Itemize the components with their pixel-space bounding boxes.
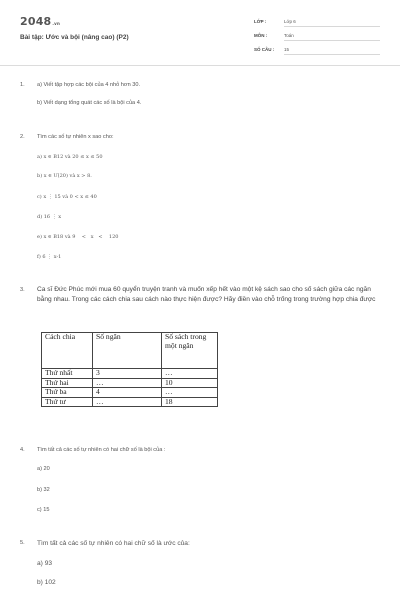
table-cell: Thứ tư [42, 397, 93, 407]
question-number: 5. [20, 540, 25, 546]
q2-part-a: a) x ∈ B12 và 20 ≤ x ≤ 50 [37, 154, 103, 160]
q2-part-c: c) x ⋮ 15 và 0 < x ≤ 40 [37, 194, 97, 200]
table-cell: … [93, 397, 162, 407]
table-cell: Thứ nhất [42, 369, 93, 379]
table-cell: 4 [93, 388, 162, 398]
table-cell: Thứ hai [42, 378, 93, 388]
q2-part-b: b) x ∈ Ư(20) và x > 8. [37, 173, 92, 179]
table-cell: 18 [162, 397, 218, 407]
q3-table [41, 332, 218, 407]
question-number: 4. [20, 447, 25, 453]
q3-text: Ca sĩ Đức Phúc mới mua 60 quyển truyện tranh và muốn xếp hết vào một kệ sách sao cho số sách giữa các ngăn bằng nhau. Trong các cách chia sau cách nào thực hiện được? Hãy điền vào chỗ trống trong trường hợp chia được [37, 286, 376, 303]
table-cell: … [162, 369, 218, 379]
table-header-cell: Số sách trong một ngăn [162, 333, 218, 369]
question-count-value: 15 [284, 47, 380, 55]
q2-part-d: d) 16 ⋮ x [37, 214, 62, 220]
question-number: 3. [20, 287, 25, 293]
question-count-label: SỐ CÂU : [254, 47, 275, 52]
table-header-cell: Số ngăn [93, 333, 162, 369]
question-number: 1. [20, 82, 25, 88]
header-divider [0, 65, 400, 66]
site-logo[interactable]: 2048.vn [20, 15, 60, 28]
class-value: Lớp 6 [284, 19, 380, 27]
table-cell: 10 [162, 378, 218, 388]
q5-part-b: b) 102 [37, 579, 56, 586]
q5-stem: Tìm tất cả các số tự nhiên có hai chữ số là ước của: [37, 540, 190, 547]
page-header [0, 0, 400, 70]
table-cell: … [162, 388, 218, 398]
subject-label: MÔN : [254, 33, 268, 38]
q1-part-b: b) Viết dạng tổng quát các số là bội của 4. [37, 100, 142, 106]
exercise-title: Bài tập: Ước và bội (nâng cao) (P2) [20, 34, 129, 41]
table-cell: 3 [93, 369, 162, 379]
q4-stem: Tìm tất cả các số tự nhiên có hai chữ số là bội của : [37, 447, 166, 453]
q1-part-a: a) Viết tập hợp các bội của 4 nhỏ hơn 30. [37, 82, 141, 88]
table-cell: … [93, 378, 162, 388]
q5-part-a: a) 93 [37, 560, 53, 567]
class-label: LỚP : [254, 19, 267, 24]
subject-value: Toán [284, 33, 380, 41]
q4-part-a: a) 20 [37, 466, 50, 472]
q2-part-f: f) 6 ⋮ x-1 [37, 254, 62, 260]
table-header-cell: Cách chia [42, 333, 93, 369]
q4-part-b: b) 32 [37, 487, 50, 493]
table-cell: Thứ ba [42, 388, 93, 398]
question-number: 2. [20, 134, 25, 140]
q2-stem: Tìm các số tự nhiên x sao cho: [37, 134, 114, 140]
q4-part-c: c) 15 [37, 507, 50, 513]
q2-part-e: e) x ∈ B18 và 9 < x < 120 [37, 234, 119, 240]
